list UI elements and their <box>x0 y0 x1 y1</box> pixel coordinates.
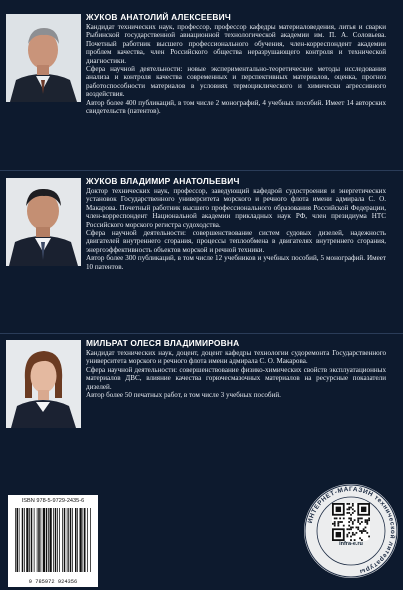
qr-module <box>366 519 368 521</box>
author-name-1: ЖУКОВ АНАТОЛИЙ АЛЕКСЕЕВИЧ <box>86 12 231 22</box>
barcode-bar <box>59 508 60 572</box>
barcode-bar <box>26 508 28 572</box>
qr-module <box>339 517 341 519</box>
barcode-bar <box>90 508 91 572</box>
qr-module <box>346 528 348 530</box>
barcode-bar <box>64 508 66 572</box>
qr-module <box>341 521 343 523</box>
author-3-bio: Кандидат технических наук, доцент, доцент кафедры технологии судоремонта Государственного университета морского и речного флота имени адмирала С. О. Макарова. <box>86 349 386 366</box>
qr-module <box>356 532 358 534</box>
qr-module <box>352 521 354 523</box>
author-1-research: Сфера научной деятельности: новые экспериментально-теоретические методы исследования анализа и контроля качества современных и перспективных материалов, оценка, прогноз работоспособности материалов в условиях термоциклического и химически агрессивного воздействия. <box>86 65 386 99</box>
qr-module <box>357 528 359 530</box>
qr-module <box>366 521 368 523</box>
qr-code[interactable] <box>332 503 370 541</box>
qr-module <box>352 503 354 505</box>
author-photo-3 <box>6 340 81 428</box>
qr-module <box>350 528 352 530</box>
qr-module <box>334 517 336 519</box>
qr-module <box>339 521 341 523</box>
qr-module <box>348 508 350 510</box>
author-name-3: МИЛЬРАТ ОЛЕСЯ ВЛАДИМИРОВНА <box>86 338 240 348</box>
author-1-publications: Автор более 400 публикаций, в том числе 2 монографий, 4 учебных пособий. Имеет 14 авторских свидетельств (патентов). <box>86 98 386 116</box>
isbn-label: ISBN 978-5-9729-2435-6 <box>21 498 85 504</box>
barcode-bar <box>77 508 78 572</box>
barcode-bar <box>50 508 52 572</box>
qr-module <box>352 527 354 529</box>
qr-module <box>357 517 359 519</box>
seal-ring-text: ИНТЕРНЕТ-МАГАЗИН технической литературы <box>306 485 397 576</box>
barcode-bar <box>37 508 38 572</box>
qr-module <box>361 521 363 523</box>
barcode-bar <box>22 508 24 572</box>
barcode-bar <box>83 508 84 572</box>
section-divider <box>0 333 403 334</box>
qr-module <box>346 503 348 505</box>
barcode-bar <box>31 508 33 572</box>
qr-module <box>350 507 352 509</box>
barcode-bars <box>15 508 91 572</box>
barcode-bar <box>72 508 73 572</box>
barcode-bar <box>57 508 58 572</box>
qr-module <box>348 517 350 519</box>
qr-module <box>361 517 363 519</box>
barcode-bar <box>87 508 88 572</box>
qr-module <box>365 519 367 521</box>
barcode-bar <box>68 508 69 572</box>
portrait-woman-icon <box>6 340 81 428</box>
isbn-barcode <box>8 495 98 587</box>
qr-module <box>332 523 334 525</box>
qr-module <box>354 519 356 521</box>
qr-module <box>359 537 361 539</box>
qr-module <box>348 532 350 534</box>
qr-module <box>357 519 359 521</box>
qr-module <box>337 525 339 527</box>
barcode-bar <box>24 508 25 572</box>
qr-module <box>365 530 367 532</box>
qr-module <box>348 521 350 523</box>
qr-module <box>334 523 336 525</box>
qr-module <box>368 517 370 519</box>
barcode-bar <box>41 508 42 572</box>
barcode-bar <box>70 508 72 572</box>
qr-module <box>359 517 361 519</box>
qr-module <box>348 525 350 527</box>
barcode-bar <box>38 508 40 572</box>
qr-module <box>361 532 363 534</box>
author-2-bio: Доктор технических наук, профессор, заведующий кафедрой судостроения и энергетических установок Государственного университета морского и речного флота имени адмирала С. О. Макарова. Почетный работник высшего профессионального образования Российской Федерации, член-корреспондент Национальной академии прикладных наук РФ, член президиума НТС Российского морского регистра судоходства. <box>86 187 386 229</box>
qr-module <box>336 532 341 537</box>
qr-module <box>354 534 356 536</box>
author-name-2: ЖУКОВ ВЛАДИМИР АНАТОЛЬЕВИЧ <box>86 176 240 186</box>
qr-module <box>343 525 345 527</box>
qr-module <box>348 528 350 530</box>
qr-module <box>350 517 352 519</box>
barcode-bar <box>53 508 54 572</box>
barcode-bar <box>48 508 49 572</box>
qr-module <box>343 517 345 519</box>
qr-module <box>359 523 361 525</box>
qr-module <box>354 510 356 512</box>
qr-module <box>363 528 365 530</box>
author-3-publications: Автор более 50 печатных работ, в том числе 3 учебных пособий. <box>86 391 281 400</box>
qr-module <box>350 519 352 521</box>
barcode-bar <box>29 508 30 572</box>
portrait-man-icon <box>6 178 81 266</box>
qr-module <box>348 512 350 514</box>
barcode-bar <box>15 508 16 572</box>
qr-module <box>365 527 367 529</box>
barcode-bar <box>43 508 45 572</box>
author-2-research: Сфера научной деятельности: совершенствование систем судовых дизелей, надежность двигателей внутреннего сгорания, процессы теплообмена в двигателях внутреннего сгорания, энергоэффективность объектов морской и речной техники. <box>86 229 386 254</box>
qr-module <box>357 521 359 523</box>
qr-module <box>350 536 352 538</box>
author-2-publications: Автор более 300 публикаций, в том числе 12 учебников и учебных пособий, 5 монографий. Имеет 10 патентов. <box>86 254 386 271</box>
barcode-bar <box>17 508 19 572</box>
qr-module <box>350 527 352 529</box>
author-1-bio: Кандидат технических наук, профессор, профессор кафедры материаловедения, литья и сварки Рыбинской государственной авиационной технологической академии им. П. А. Соловьева. Почетный работник высшего профессионального обучения, член-корреспондент академии проблем качества, член Российского общества неразрушающего контроля и технической диагностики. <box>86 23 386 65</box>
qr-module <box>348 507 350 509</box>
qr-module <box>348 503 350 505</box>
qr-module <box>336 517 338 519</box>
author-photo-2 <box>6 178 81 266</box>
qr-module <box>334 521 336 523</box>
barcode-bar <box>62 508 63 572</box>
qr-module <box>368 519 370 521</box>
author-3-research: Сфера научной деятельности: совершенствование физико-химических свойств эксплуатационных материалов ДВС, влияние качества горючесмазочных материалов на ресурсные показатели дизелей. <box>86 365 386 391</box>
qr-module <box>346 536 348 538</box>
qr-module <box>368 536 370 538</box>
section-divider <box>0 170 403 171</box>
barcode-bar <box>34 508 35 572</box>
qr-module <box>352 532 354 534</box>
qr-module <box>361 530 363 532</box>
shop-site-link[interactable]: infra-e.ru <box>339 541 363 547</box>
barcode-bar <box>84 508 86 572</box>
qr-module <box>352 523 354 525</box>
qr-module <box>356 527 358 529</box>
qr-module <box>357 527 359 529</box>
portrait-man-icon <box>6 14 81 102</box>
qr-module <box>366 532 368 534</box>
qr-module <box>363 530 365 532</box>
author-photo-1 <box>6 14 81 102</box>
qr-module <box>352 512 354 514</box>
qr-module <box>337 521 339 523</box>
qr-module <box>336 507 341 512</box>
barcode-bar <box>75 508 77 572</box>
barcode-bar <box>55 508 57 572</box>
qr-module <box>337 523 339 525</box>
barcode-bar <box>46 508 48 572</box>
qr-module <box>334 525 336 527</box>
qr-module <box>352 534 354 536</box>
isbn-digits: 9 785972 924356 <box>28 579 78 585</box>
qr-module <box>359 530 361 532</box>
barcode-bar <box>19 508 20 572</box>
barcode-bar <box>80 508 82 572</box>
qr-module <box>346 534 348 536</box>
qr-module <box>365 521 367 523</box>
qr-module <box>350 514 352 516</box>
qr-module <box>352 505 354 507</box>
qr-code-icon <box>332 503 370 541</box>
barcode-bar <box>67 508 68 572</box>
qr-module <box>346 512 348 514</box>
qr-module <box>346 508 348 510</box>
qr-module <box>352 508 354 510</box>
qr-module <box>361 507 366 512</box>
qr-module <box>366 523 368 525</box>
